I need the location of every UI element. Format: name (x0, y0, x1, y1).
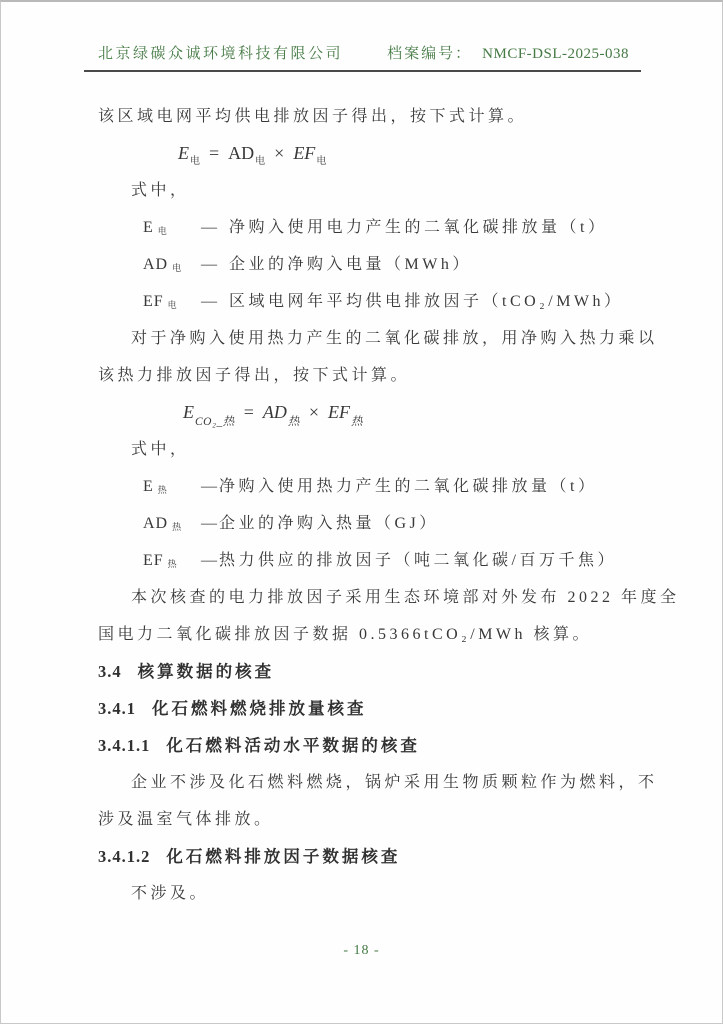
definition-term (143, 283, 201, 324)
heading-number: 3.4.1 (98, 699, 136, 718)
section-heading-3-4-1-1 (98, 727, 632, 764)
page-footer (1, 943, 722, 959)
em-dash: — (201, 256, 217, 273)
definition-description: 净购入使用电力产生的二氧化碳排放量（t） (229, 219, 608, 236)
term-subscript: 电 (172, 263, 183, 273)
multiply-sign: × (274, 143, 285, 163)
definition-description: 企业的净购入热量（GJ） (219, 515, 439, 532)
heading-title: 化石燃料活动水平数据的核查 (166, 736, 420, 755)
definition-description: 企业的净购入电量（MWh） (229, 256, 472, 273)
paragraph-heat-line2 (98, 357, 632, 394)
term-symbol: EF (143, 293, 164, 310)
term-subscript: 热 (157, 485, 168, 495)
term-symbol: EF (143, 552, 164, 569)
em-dash: — (201, 552, 217, 569)
formula-ad-subscript: 热 (287, 416, 300, 428)
paragraph-text: 本次核查的电力排放因子采用生态环境部对外发布 2022 年度全 (131, 589, 680, 606)
definition-term (143, 542, 201, 583)
paragraph-not-applicable (98, 875, 632, 912)
definition-description: 净购入使用热力产生的二氧化碳排放量（t） (219, 478, 598, 495)
equals-sign: = (209, 143, 220, 163)
page-header (84, 42, 641, 72)
definition-row-e-heat (98, 468, 632, 505)
paragraph-fossil-line2 (98, 801, 632, 838)
formula-ef: EF (328, 402, 351, 422)
definition-term (143, 246, 201, 287)
header-company-name: 北京绿碳众诚环境科技有限公司 (98, 46, 344, 62)
paragraph-text: 不涉及。 (131, 885, 210, 902)
formula-lhs-subscript: CO₂_热 (195, 416, 235, 428)
paragraph-factor-line1 (98, 579, 680, 616)
term-subscript: 电 (157, 226, 168, 236)
formula-ef-subscript: 热 (351, 416, 364, 428)
heading-title: 核算数据的核查 (137, 662, 275, 681)
em-dash: — (201, 478, 217, 495)
heading-number: 3.4.1.2 (98, 847, 151, 866)
definition-row-e-elec (98, 209, 632, 246)
term-symbol: E (143, 478, 154, 495)
multiply-sign: × (308, 402, 320, 422)
formula-ef-subscript: 电 (316, 156, 327, 167)
equals-sign: = (243, 402, 254, 422)
definition-description: 热力供应的排放因子（吨二氧化碳/百万千焦） (219, 552, 617, 569)
archive-label: 档案编号： (387, 46, 473, 62)
definition-row-ad-elec (98, 246, 632, 283)
heading-title: 化石燃料燃烧排放量核查 (152, 699, 367, 718)
formula-lhs-subscript: 电 (190, 156, 200, 167)
document-body (98, 98, 680, 912)
paragraph-where-1 (98, 172, 632, 209)
paragraph-text: 涉及温室气体排放。 (98, 811, 274, 828)
formula-lhs: E (178, 143, 189, 163)
paragraph-text: 该热力排放因子得出，按下式计算。 (98, 367, 411, 384)
definition-term (143, 468, 201, 509)
paragraph-text: 企业不涉及化石燃料燃烧，锅炉采用生物质颗粒作为燃料，不 (131, 774, 658, 791)
page-number: - 18 - (343, 943, 380, 958)
paragraph-where-2 (98, 431, 632, 468)
archive-number: NMCF-DSL-2025-038 (482, 46, 629, 62)
term-symbol: AD (143, 515, 169, 532)
heading-number: 3.4.1.1 (98, 736, 151, 755)
term-subscript: 热 (172, 522, 183, 532)
heading-title: 化石燃料排放因子数据核查 (166, 847, 401, 866)
definition-description: 区域电网年平均供电排放因子（tCO₂/MWh） (229, 293, 624, 310)
term-subscript: 热 (167, 559, 178, 569)
formula-ad: AD (228, 143, 255, 163)
formula-heat (98, 394, 632, 431)
definition-term (143, 209, 201, 250)
em-dash: — (201, 219, 217, 236)
formula-ad-subscript: 电 (255, 156, 266, 167)
formula-electricity (98, 135, 632, 172)
formula-ef: EF (293, 143, 316, 163)
heading-number: 3.4 (98, 662, 122, 681)
paragraph-text: 式中， (131, 182, 190, 199)
section-heading-3-4-1-2 (98, 838, 632, 875)
paragraph-fossil-line1 (98, 764, 658, 801)
paragraph-factor-line2 (98, 616, 632, 653)
formula-ad: AD (262, 402, 287, 422)
em-dash: — (201, 293, 217, 310)
term-subscript: 电 (167, 300, 178, 310)
term-symbol: E (143, 219, 154, 236)
formula-lhs: E (183, 402, 194, 422)
section-heading-3-4-1 (98, 690, 632, 727)
paragraph-text: 该区域电网平均供电排放因子得出，按下式计算。 (98, 108, 528, 125)
definition-row-ad-heat (98, 505, 632, 542)
paragraph-text: 国电力二氧化碳排放因子数据 0.5366tCO₂/MWh 核算。 (98, 626, 593, 643)
paragraph-intro (98, 98, 632, 135)
term-symbol: AD (143, 256, 169, 273)
definition-term (143, 505, 201, 546)
paragraph-text: 式中， (131, 441, 190, 458)
section-heading-3-4 (98, 653, 632, 690)
em-dash: — (201, 515, 217, 532)
paragraph-text: 对于净购入使用热力产生的二氧化碳排放，用净购入热力乘以 (131, 330, 658, 347)
paragraph-heat-line1 (98, 320, 658, 357)
definition-row-ef-elec (98, 283, 632, 320)
definition-row-ef-heat (98, 542, 632, 579)
archive-info (387, 42, 629, 63)
